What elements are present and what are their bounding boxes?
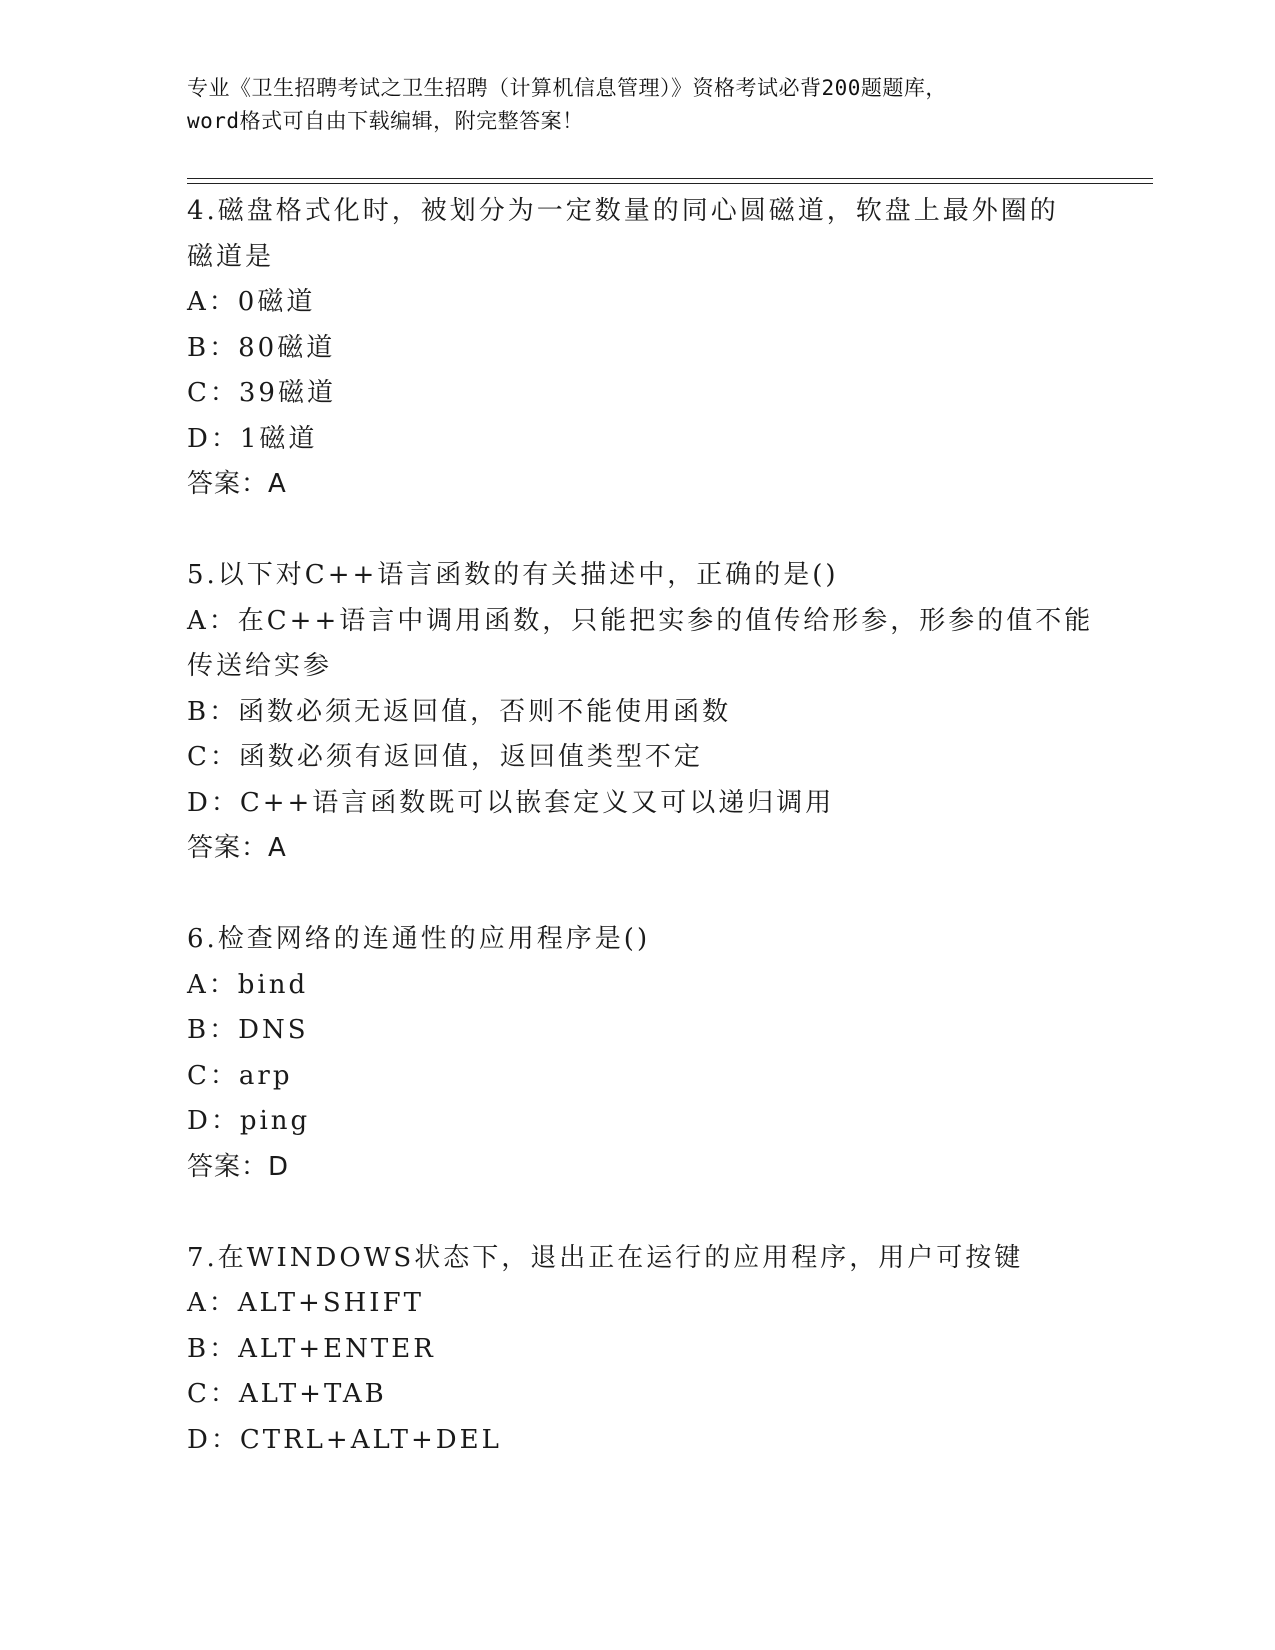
option-d: D：ping [187, 1106, 311, 1136]
question-stem: 4.磁盘格式化时，被划分为一定数量的同心圆磁道，软盘上最外圈的 [187, 196, 1059, 226]
option-b: B：ALT+ENTER [187, 1333, 436, 1364]
answer-line: 答案：A [187, 833, 287, 863]
question-stem: 5.以下对C++语言函数的有关描述中，正确的是() [187, 560, 839, 590]
answer-line: 答案：A [187, 469, 287, 499]
question-stem: 7.在WINDOWS状态下，退出正在运行的应用程序，用户可按键 [187, 1242, 1024, 1273]
header-line-2: word格式可自由下载编辑，附完整答案！ [187, 109, 584, 133]
question-spacer [187, 1190, 1087, 1236]
header-line-1: 专业《卫生招聘考试之卫生招聘（计算机信息管理）》资格考试必背200题题库， [187, 76, 947, 100]
option-a: A：ALT+SHIFT [187, 1288, 424, 1318]
option-a: A：在C++语言中调用函数，只能把实参的值传给形参，形参的值不能 [187, 605, 1094, 636]
question-stem-continued: 磁道是 [187, 241, 275, 272]
header-rule-top [187, 178, 1153, 179]
option-d: D：1磁道 [187, 423, 318, 454]
option-b: B：DNS [187, 1015, 309, 1045]
option-a: A：bind [187, 969, 309, 1000]
option-d: D：C++语言函数既可以嵌套定义又可以递归调用 [187, 787, 835, 818]
option-d: D：CTRL+ALT+DEL [187, 1424, 502, 1455]
question-6 [187, 917, 1087, 1190]
question-list [187, 189, 1094, 1463]
option-a: A：0磁道 [187, 287, 316, 317]
document-header [187, 72, 1087, 138]
option-b: B：80磁道 [187, 332, 336, 363]
question-stem: 6.检查网络的连通性的应用程序是() [187, 924, 651, 954]
option-c: C：39磁道 [187, 378, 336, 408]
question-spacer [187, 872, 1087, 918]
option-c: C：函数必须有返回值，返回值类型不定 [187, 742, 703, 772]
answer-line: 答案：D [187, 1151, 290, 1182]
option-a-continued: 传送给实参 [187, 651, 333, 681]
option-b: B：函数必须无返回值，否则不能使用函数 [187, 696, 732, 727]
question-spacer [187, 508, 1087, 554]
header-rule-bottom [187, 183, 1153, 184]
question-5 [187, 553, 1094, 872]
option-c: C：ALT+TAB [187, 1379, 387, 1409]
question-7 [187, 1236, 1087, 1464]
option-c: C：arp [187, 1060, 293, 1091]
question-4 [187, 189, 1087, 508]
